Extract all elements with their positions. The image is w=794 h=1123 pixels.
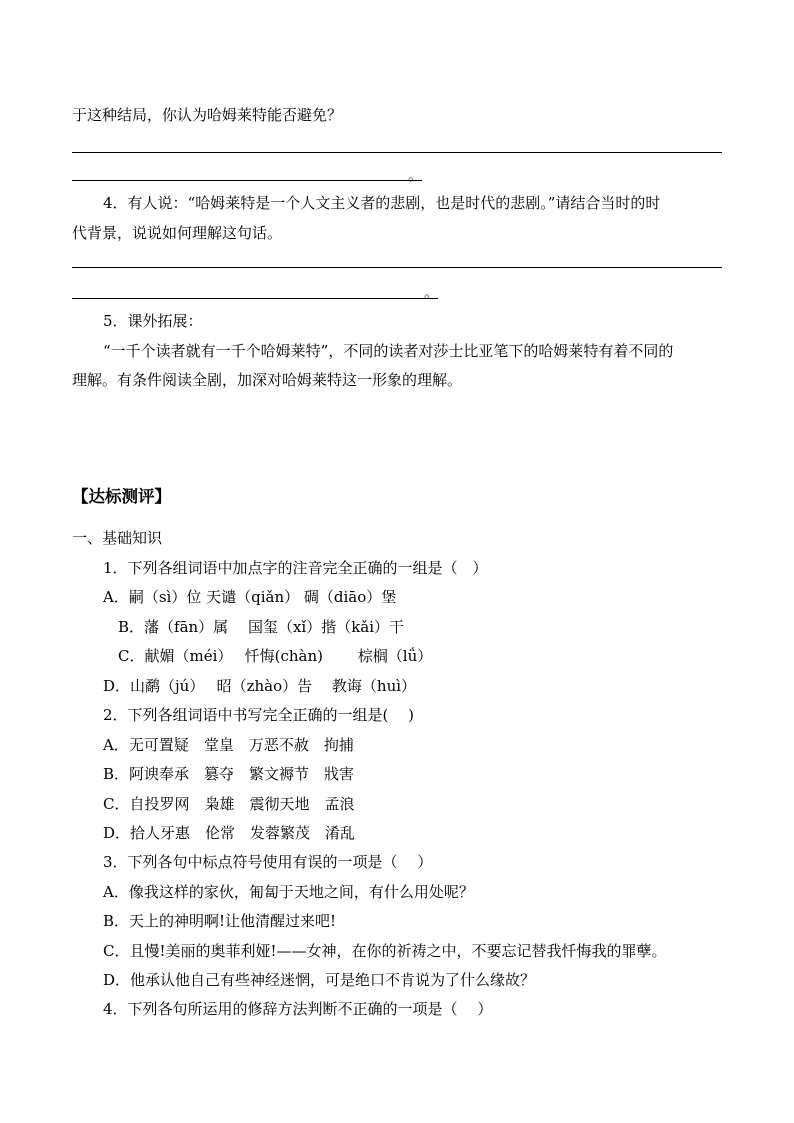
q2-option-b: B．阿谀奉承 篡夺 繁文褥节 戕害 bbox=[103, 765, 355, 783]
q5-body-line1: “一千个读者就有一千个哈姆莱特”，不同的读者对莎士比亚笔下的哈姆莱特有着不同的 bbox=[103, 342, 674, 360]
q3-option-d: D．他承认他自己有些神经迷惘，可是绝口不肯说为了什么缘故？ bbox=[103, 971, 536, 989]
answer-line bbox=[72, 298, 438, 299]
question-4: 4．下列各句所运用的修辞方法判断不正确的一项是（ ） bbox=[103, 1000, 493, 1018]
q3-option-b: B．天上的神明啊!让他清醒过来吧! bbox=[103, 912, 337, 930]
answer-line bbox=[72, 267, 722, 268]
q2-option-a: A．无可置疑 堂皇 万恶不赦 拘捕 bbox=[103, 736, 354, 754]
q3-option-c: C．且慢!美丽的奥菲利娅!——女神，在你的祈祷之中，不要忘记替我忏悔我的罪孽。 bbox=[103, 942, 667, 960]
q5-body-line2: 理解。有条件阅读全剧，加深对哈姆莱特这一形象的理解。 bbox=[72, 371, 463, 389]
part-heading: 一、基础知识 bbox=[72, 529, 163, 547]
q1-option-b: B．藩（fān）属 国玺（xǐ）揩（kǎi）干 bbox=[118, 618, 405, 636]
answer-end-mark: 。 bbox=[424, 283, 440, 301]
q4-prompt-line2: 代背景，说说如何理解这句话。 bbox=[72, 224, 283, 242]
q2-option-c: C．自投罗网 枭雄 震彻天地 孟浪 bbox=[103, 795, 355, 813]
answer-line bbox=[72, 180, 422, 181]
q1-option-c: C．献媚（méi） 忏悔(chàn) 棕榈（lǘ） bbox=[118, 647, 433, 665]
q5-title: 5．课外拓展： bbox=[103, 312, 203, 330]
answer-line bbox=[72, 152, 722, 153]
q3-option-a: A．像我这样的家伙，匍匐于天地之间，有什么用处呢？ bbox=[103, 883, 474, 901]
section-heading: 【达标测评】 bbox=[72, 487, 171, 506]
question-2: 2．下列各组词语中书写完全正确的一组是( ) bbox=[103, 706, 415, 724]
q3-continuation-text: 于这种结局，你认为哈姆莱特能否避免？ bbox=[72, 106, 343, 124]
answer-end-mark: 。 bbox=[408, 166, 424, 184]
question-1: 1．下列各组词语中加点字的注音完全正确的一组是（ ） bbox=[103, 559, 488, 577]
question-3: 3．下列各句中标点符号使用有误的一项是（ ） bbox=[103, 853, 433, 871]
q2-option-d: D．拾人牙惠 伦常 发蓉繁茂 淆乱 bbox=[103, 824, 356, 842]
q1-option-d: D．山鹬（jú） 昭（zhào）告 教诲（huì） bbox=[103, 677, 417, 695]
q4-prompt-line1: 4．有人说：“哈姆莱特是一个人文主义者的悲剧，也是时代的悲剧。”请结合当时的时 bbox=[103, 194, 661, 212]
q1-option-a: A．嗣（sì）位 天谴（qiǎn） 碉（diāo）堡 bbox=[103, 588, 397, 606]
